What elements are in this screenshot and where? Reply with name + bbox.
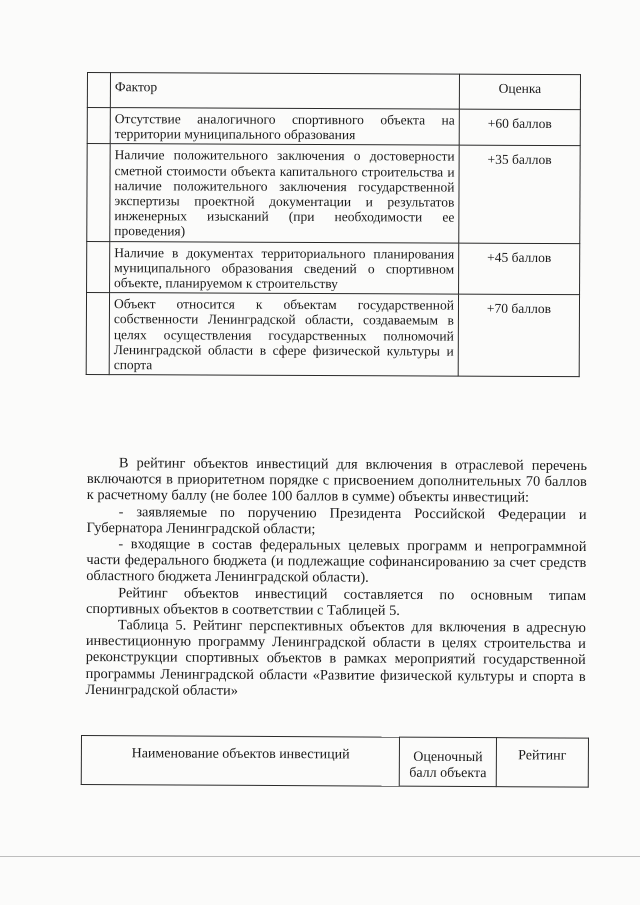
scan-edge-line <box>0 856 640 857</box>
score-value: +60 баллов <box>459 109 580 146</box>
list-item: - входящие в состав федеральных целевых программ и непрограммной части федерального бюджета (и подлежащие софинансированию за счет средств областного бюджета Ленинградской области). <box>86 536 587 587</box>
score-value: +45 баллов <box>459 243 580 295</box>
score-value: +35 баллов <box>459 146 580 244</box>
body-text <box>86 455 587 701</box>
paragraph-rating-composition: Рейтинг объектов инвестиций составляется по основным типам спортивных объектов в соответствии с Таблицей 5. <box>86 584 587 619</box>
factor-column-header: Фактор <box>110 73 459 110</box>
score-column-header: Оценка <box>459 74 580 110</box>
paragraph-priority-rating: В рейтинг объектов инвестиций для включения в отраслевой перечень включаются в приоритетном порядке с присвоением дополнительных 70 баллов к расчетному баллу (не более 100 баллов в сумме) объекты инвестиций: <box>86 455 587 507</box>
table-row <box>87 241 580 295</box>
investment-table <box>81 735 589 788</box>
name-column-header: Наименование объектов инвестиций <box>81 736 400 787</box>
factor-table-number-header <box>87 73 110 108</box>
table-row <box>87 144 580 243</box>
table-5-caption: Таблица 5. Рейтинг перспективных объектов для включения в адресную инвестиционную программу Ленинградской области в целях строительства и реконструкции спортивных объектов в рамках мероприятий государственной программы Ленинградской области «Развитие физической культуры и спорта в Ленинградской области» <box>85 617 587 699</box>
factor-text: Объект относится к объектам государственной собственности Ленинградской области, создаваемым в целях осуществления государственных полномочий Ленинградской области в сфере физической культуры и спорта <box>113 296 455 373</box>
factor-text: Наличие положительного заключения о достоверности сметной стоимости объекта капитального строительства и наличие положительного заключения государственной экспертизы проектной документации и результатов инженерных изысканий (при необходимости ее проведения) <box>114 147 455 239</box>
table-row <box>87 108 580 147</box>
factor-text: Отсутствие аналогичного спортивного объекта на территории муниципального образования <box>114 111 455 143</box>
factor-table <box>86 72 581 377</box>
list-item: - заявляемые по поручению Президента Российской Федерации и Губернатора Ленинградской области; <box>86 503 587 538</box>
table-row <box>86 293 579 377</box>
factor-text: Наличие в документах территориального планирования муниципального образования сведений о спортивном объекте, планируемом к строительству <box>114 244 455 292</box>
score-value: +70 баллов <box>458 294 579 377</box>
ball-column-header: Оценочный балл объекта <box>400 737 497 787</box>
investment-table-header <box>81 736 588 788</box>
factor-table-header <box>87 73 580 110</box>
rating-column-header: Рейтинг <box>496 738 589 787</box>
